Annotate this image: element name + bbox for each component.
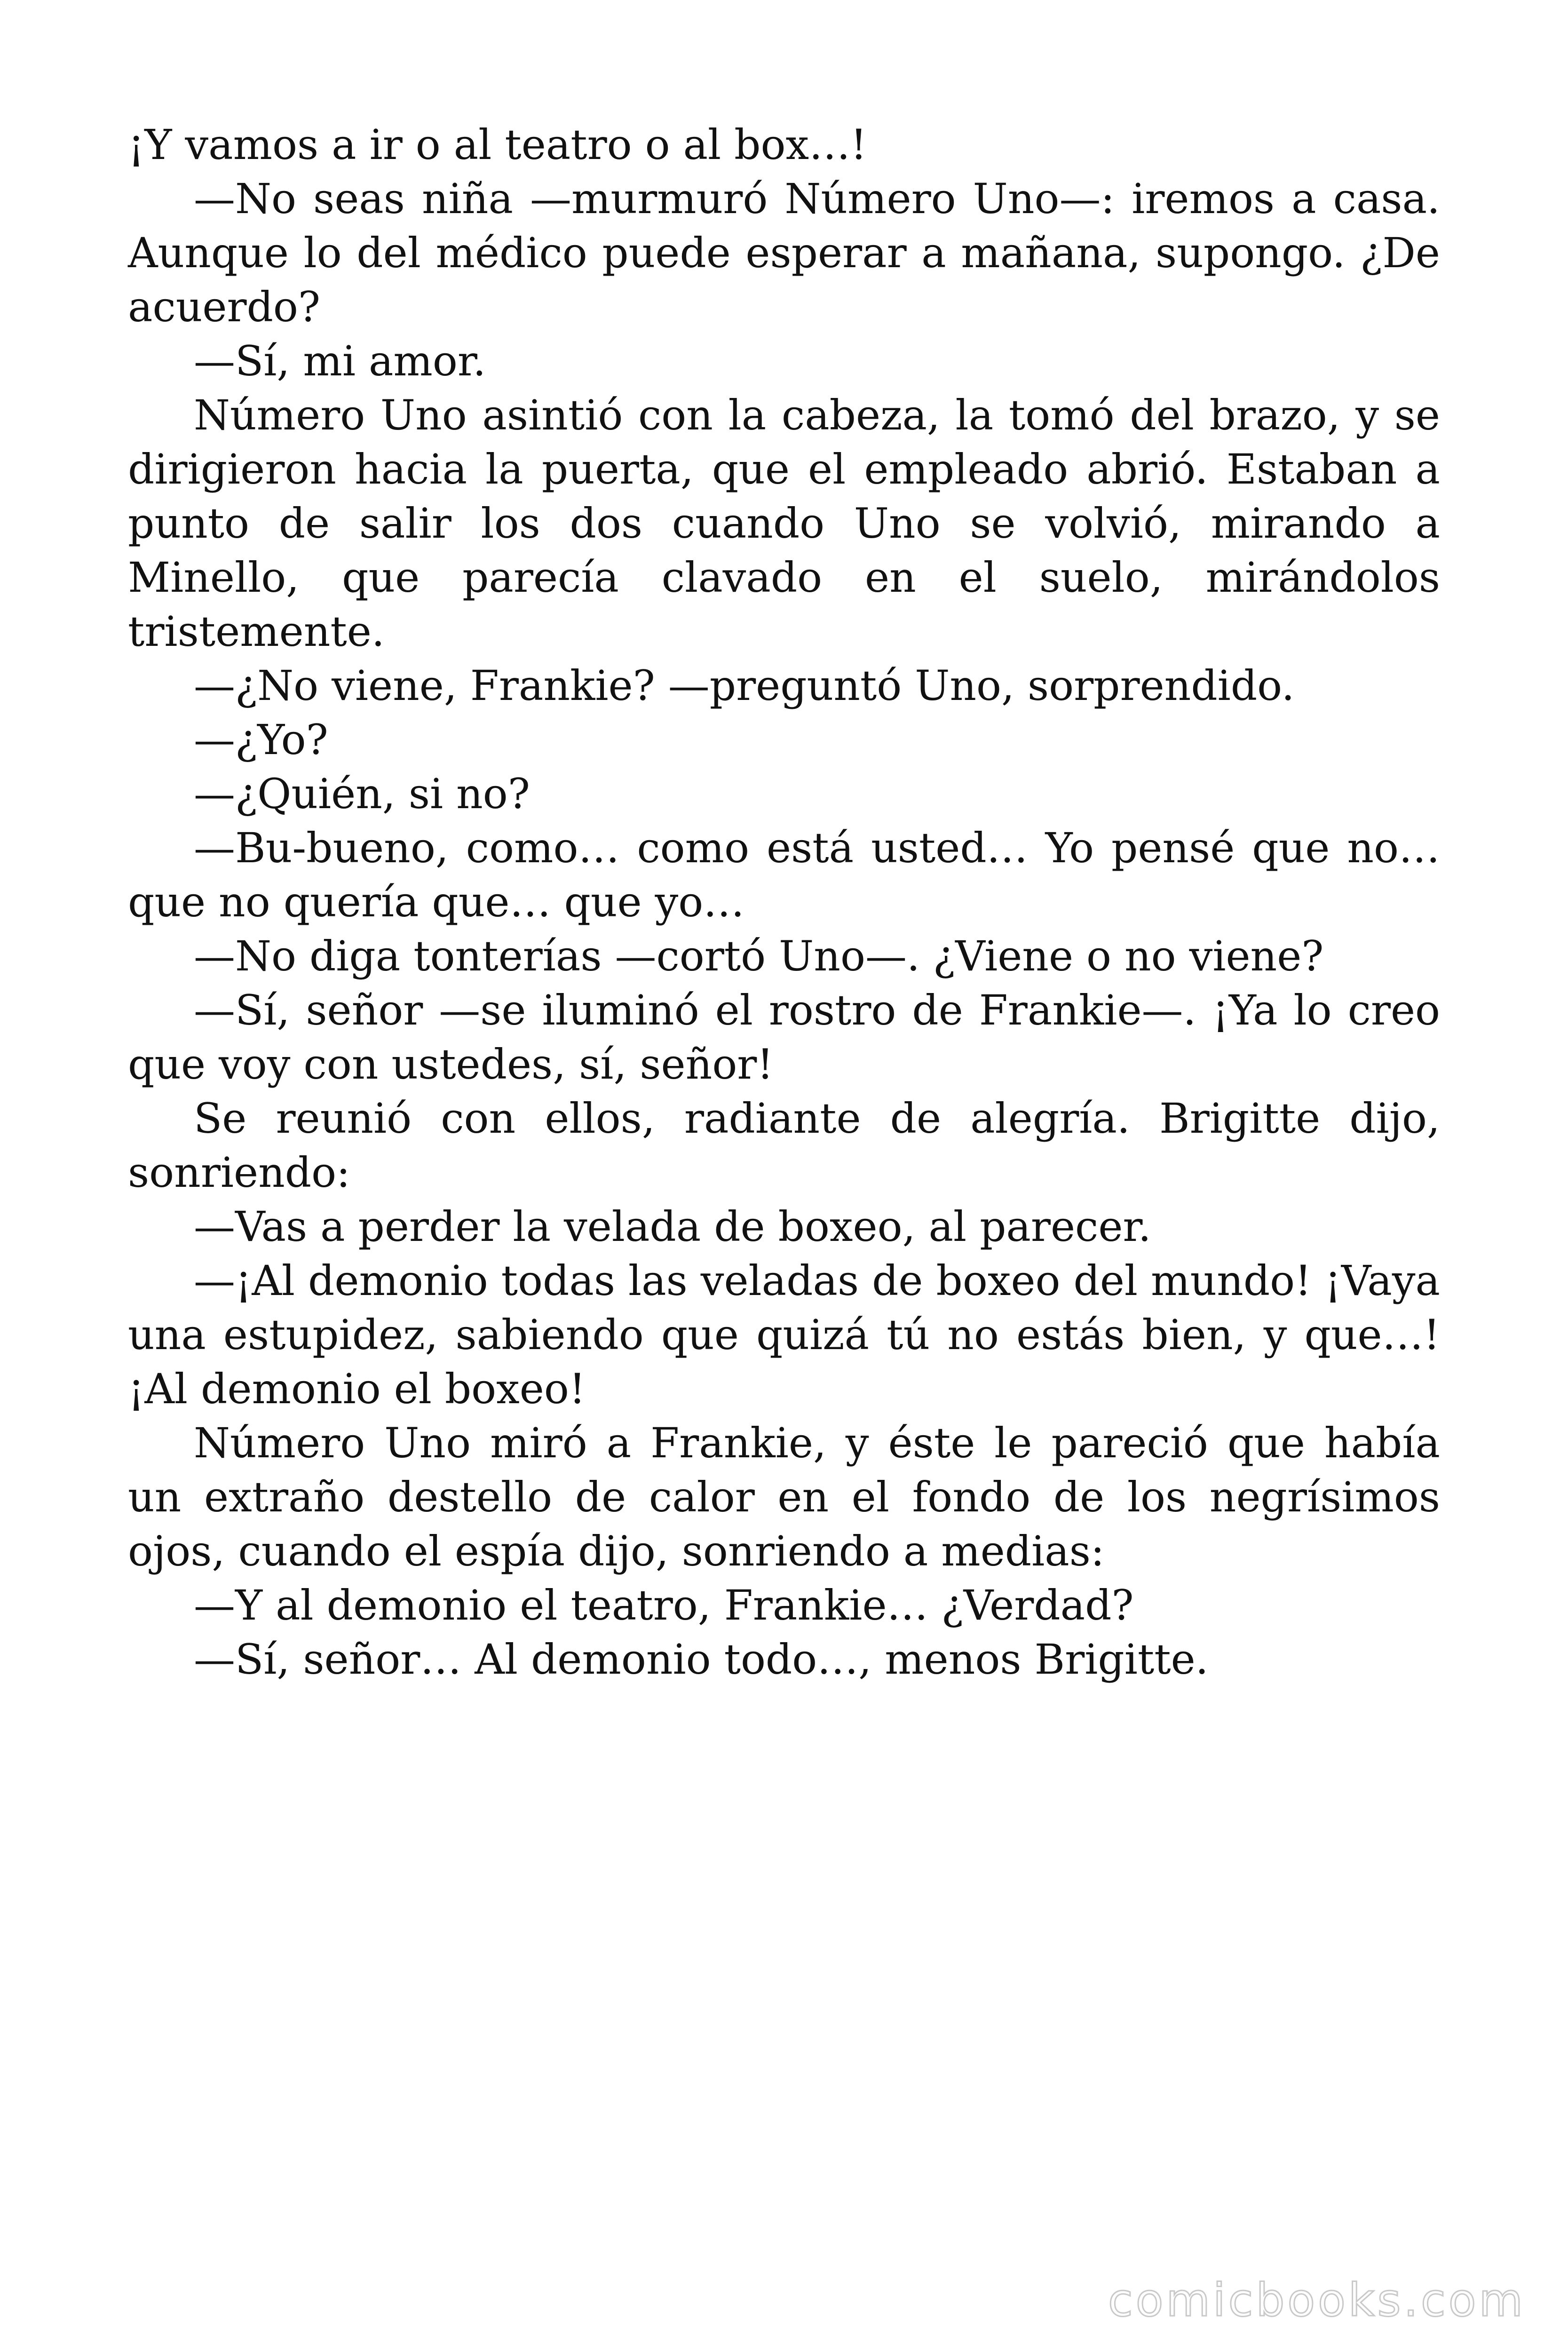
paragraph: ¡Y vamos a ir o al teatro o al box…!	[128, 120, 867, 169]
paragraph: —¿Yo?	[194, 715, 328, 764]
paragraph: —Y al demonio el teatro, Frankie… ¿Verdad?	[194, 1581, 1134, 1629]
paragraph: —No diga tonterías —cortó Uno—. ¿Viene o no viene?	[194, 932, 1324, 980]
paragraph: —Sí, señor —se iluminó el rostro de Frankie—. ¡Ya lo creo que voy con ustedes, sí, señor!	[128, 986, 1440, 1089]
paragraph: —Bu-bueno, como… como está usted… Yo pensé que no… que no quería que… que yo…	[128, 824, 1440, 926]
paragraph: Número Uno asintió con la cabeza, la tomó del brazo, y se dirigieron hacia la puerta, que el empleado abrió. Estaban a punto de salir los dos cuando Uno se volvió, mirando a Minello, que parecía clavado en el suelo, mirándolos tristemente.	[128, 391, 1440, 656]
paragraph: —¿Quién, si no?	[194, 770, 530, 818]
paragraph: —¿No viene, Frankie? —preguntó Uno, sorprendido.	[194, 661, 1295, 710]
watermark: comicbooks.com	[1108, 2274, 1526, 2327]
paragraph: —Vas a perder la velada de boxeo, al parecer.	[194, 1202, 1151, 1251]
paragraph: —No seas niña —murmuró Número Uno—: iremos a casa. Aunque lo del médico puede esperar a mañana, supongo. ¿De acuerdo?	[128, 175, 1440, 331]
body-text	[128, 118, 1440, 1686]
paragraph: —Sí, mi amor.	[194, 337, 486, 385]
paragraph: Número Uno miró a Frankie, y éste le pareció que había un extraño destello de calor en el fondo de los negrísimos ojos, cuando el espía dijo, sonriendo a medias:	[128, 1419, 1440, 1575]
paragraph: —Sí, señor… Al demonio todo…, menos Brigitte.	[194, 1635, 1209, 1684]
paragraph: —¡Al demonio todas las veladas de boxeo del mundo! ¡Vaya una estupidez, sabiendo que quizá tú no estás bien, y que…! ¡Al demonio el boxeo!	[128, 1256, 1440, 1413]
paragraph: Se reunió con ellos, radiante de alegría. Brigitte dijo, sonriendo:	[128, 1094, 1440, 1197]
